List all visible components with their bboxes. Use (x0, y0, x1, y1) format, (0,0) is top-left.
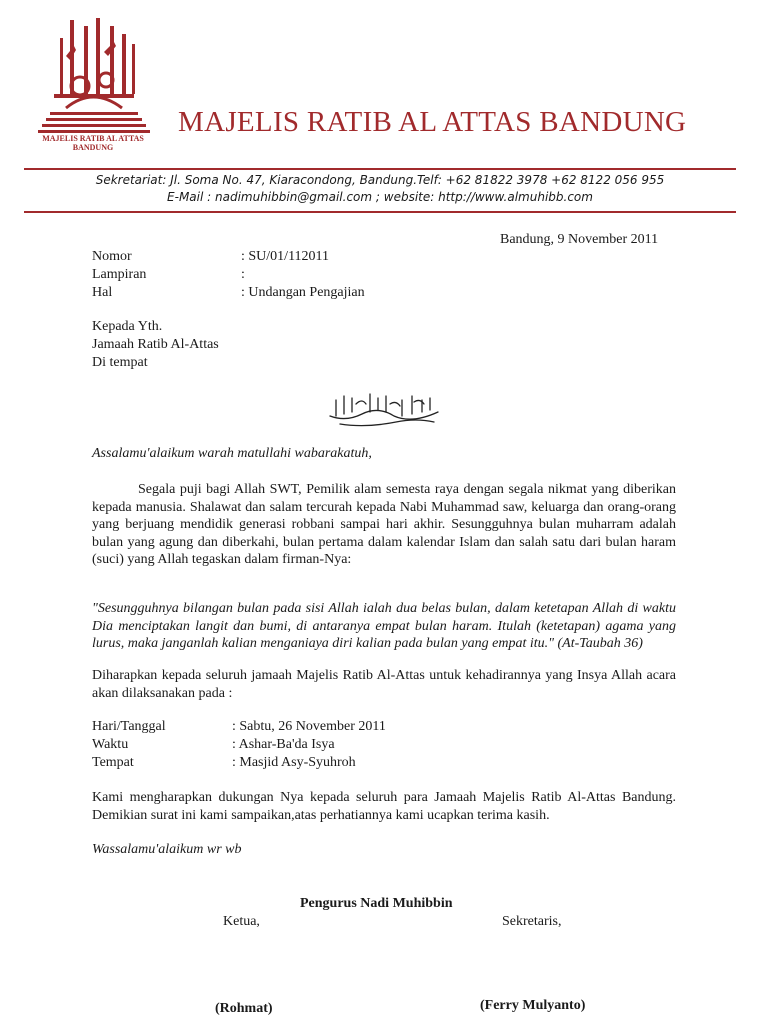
event-value: : Sabtu, 26 November 2011 (232, 719, 386, 734)
letter-date: Bandung, 9 November 2011 (500, 232, 659, 247)
header-divider-top (24, 168, 736, 170)
event-row-place (92, 755, 356, 771)
signature-name-left: (Rohmat) (215, 1001, 273, 1016)
basmala-calligraphy (326, 392, 442, 428)
meta-row-lampiran (92, 267, 245, 283)
logo-caption (30, 134, 156, 152)
address-block (24, 172, 736, 206)
recipient-line: Jamaah Ratib Al-Attas (92, 337, 219, 352)
header-divider-bottom (24, 211, 736, 213)
meta-label: Hal (92, 285, 113, 300)
logo-caption-line2: BANDUNG (72, 143, 114, 152)
organization-title: MAJELIS RATIB AL ATTAS BANDUNG (178, 106, 687, 138)
signature-role-left: Ketua, (223, 914, 260, 929)
closing-salutation: Wassalamu'alaikum wr wb (92, 842, 242, 857)
event-value: : Ashar-Ba'da Isya (232, 737, 335, 752)
meta-row-nomor (92, 249, 329, 265)
contact-line: E-Mail : nadimuhibbin@gmail.com ; website: http://www.almuhibb.com (167, 190, 593, 204)
address-line: Sekretariat: Jl. Soma No. 47, Kiaracondong, Bandung.Telf: +62 81822 3978 +62 8122 056 955 (95, 173, 665, 187)
recipient-line: Di tempat (92, 355, 148, 370)
meta-row-hal (92, 285, 365, 301)
quran-quote: "Sesungguhnya bilangan bulan pada sisi Allah ialah dua belas bulan, dalam ketetapan Allah di waktu Dia menciptakan langit dan bumi, di antaranya empat bulan haram. Itulah (ketetapan) agama yang lurus, maka janganlah kalian menganiaya diri kalian pada bulan yang empat itu." (At-Taubah 36) (92, 601, 676, 651)
basmala-icon (326, 392, 442, 428)
event-label: Tempat (92, 755, 134, 770)
meta-value: : (241, 267, 245, 282)
paragraph-closing: Kami mengharapkan dukungan Nya kepada seluruh para Jamaah Majelis Ratib Al-Attas Bandung. Demikian surat ini kami sampaikan,atas perhatiannya kami ucapkan terima kasih. (92, 790, 676, 823)
recipient-line: Kepada Yth. (92, 319, 163, 334)
committee-name: Pengurus Nadi Muhibbin (300, 896, 453, 911)
event-row-time (92, 737, 335, 753)
meta-label: Lampiran (92, 267, 147, 282)
event-value: : Masjid Asy-Syuhroh (232, 755, 356, 770)
signature-role-right: Sekretaris, (502, 914, 562, 929)
meta-value: : SU/01/112011 (241, 249, 330, 264)
logo-caption-line1: MAJELIS RATIB AL ATTAS (42, 134, 144, 143)
paragraph-invitation: Diharapkan kepada seluruh jamaah Majelis Ratib Al-Attas untuk kehadirannya yang Insya Allah acara akan dilaksanakan pada : (92, 668, 676, 701)
meta-value: : Undangan Pengajian (241, 285, 365, 300)
event-row-date (92, 719, 386, 735)
signature-name-right: (Ferry Mulyanto) (480, 998, 586, 1013)
paragraph-intro: Segala puji bagi Allah SWT, Pemilik alam semesta raya dengan segala nikmat yang diberikan kepada manusia. Shalawat dan salam tercurah kepada Nabi Muhammad saw, keluarga dan orang-orang yang berjuang mendidik generasi robbani sampai hari akhir. Sesungguhnya bulan muharram adalah bulan yang agung dan diberkahi, bulan pertama dalam kalendar Islam dan salah satu dari bulan haram (suci) yang Allah tegaskan dalam firman-Nya: (92, 482, 676, 567)
event-label: Waktu (92, 737, 129, 752)
meta-label: Nomor (92, 249, 132, 264)
event-label: Hari/Tanggal (92, 719, 166, 734)
greeting: Assalamu'alaikum warah matullahi wabarakatuh, (92, 446, 372, 461)
